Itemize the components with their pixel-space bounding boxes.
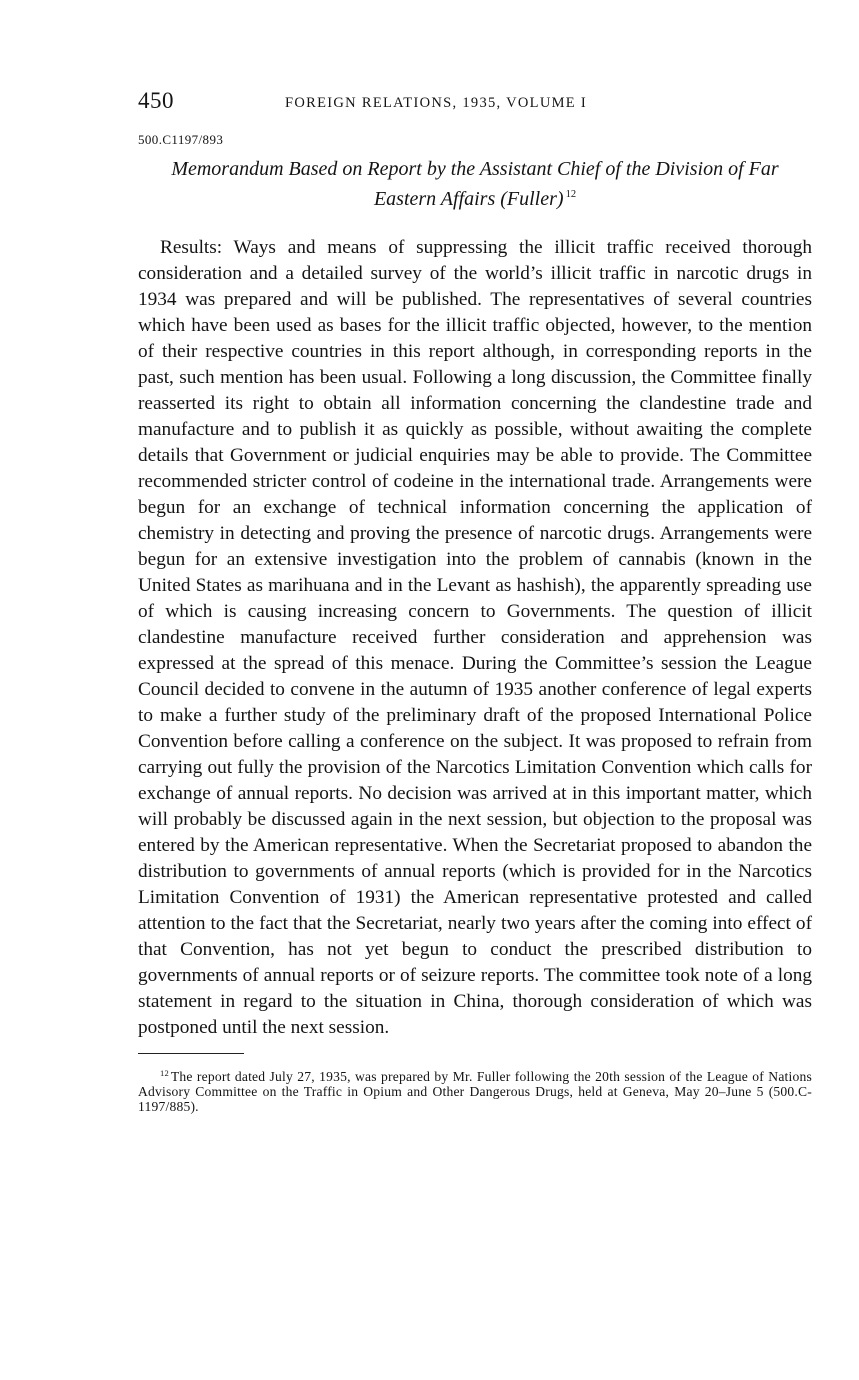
- footnote: [138, 1066, 812, 1114]
- document-page: [138, 88, 812, 1114]
- file-reference: 500.C1197/893: [138, 132, 224, 147]
- body-paragraph: Results: Ways and means of suppressing the illicit traffic received thorough consideration and a detailed survey of the world’s illicit traffic in narcotic drugs in 1934 was prepared and will be published. The representatives of several countries which have been used as bases for the illicit traffic objected, however, to the mention of their respective countries in this report although, in corresponding reports in the past, such mention has been usual. Following a long discussion, the Committee finally reasserted its right to obtain all information concerning the clandestine trade and manufacture and to publish it as quickly as possible, without awaiting the complete details that Government or judicial enquiries may be able to provide. The Committee recommended stricter control of codeine in the international trade. Arrangements were begun for an exchange of technical information concerning the application of chemistry in detecting and proving the presence of narcotic drugs. Arrangements were begun for an extensive investigation into the problem of cannabis (known in the United States as marihuana and in the Levant as hashish), the apparently spreading use of which is causing increasing concern to Governments. The question of illicit clandestine manufacture received further consideration and apprehension was expressed at the spread of this menace. During the Committee’s session the League Council decided to convene in the autumn of 1935 another conference of legal experts to make a further study of the preliminary draft of the proposed International Police Convention before calling a conference on the subject. It was proposed to refrain from carrying out fully the provision of the Narcotics Limitation Convention which calls for exchange of annual reports. No decision was arrived at in this important matter, which will probably be discussed again in the next session, but objection to the proposal was entered by the American representative. When the Secretariat proposed to abandon the distribution to governments of annual reports (which is provided for in the Narcotics Limitation Convention of 1931) the American representative protested and called attention to the fact that the Secretariat, nearly two years after the coming into effect of that Convention, has not yet begun to conduct the prescribed distribution to governments of annual reports or of seizure reports. The committee took note of a long statement in regard to the situation in China, thorough consideration of which was postponed until the next session.: [138, 237, 812, 1038]
- footnote-marker: 12: [160, 1068, 169, 1078]
- title-footnote-marker: 12: [565, 189, 577, 200]
- document-title: [138, 157, 812, 212]
- document-title-text: Memorandum Based on Report by the Assistant Chief of the Division of Far Eastern Affairs (Fuller): [171, 158, 779, 210]
- footnote-divider: [138, 1053, 244, 1054]
- running-header: [138, 88, 812, 122]
- footnote-text: The report dated July 27, 1935, was prepared by Mr. Fuller following the 20th session of the League of Nations Advisory Committee on the Traffic in Opium and Other Dangerous Drugs, held at Geneva, May 20–June 5 (500.C-1197/885).: [138, 1069, 812, 1114]
- running-title: FOREIGN RELATIONS, 1935, VOLUME I: [285, 95, 588, 111]
- page-number: 450: [138, 88, 174, 113]
